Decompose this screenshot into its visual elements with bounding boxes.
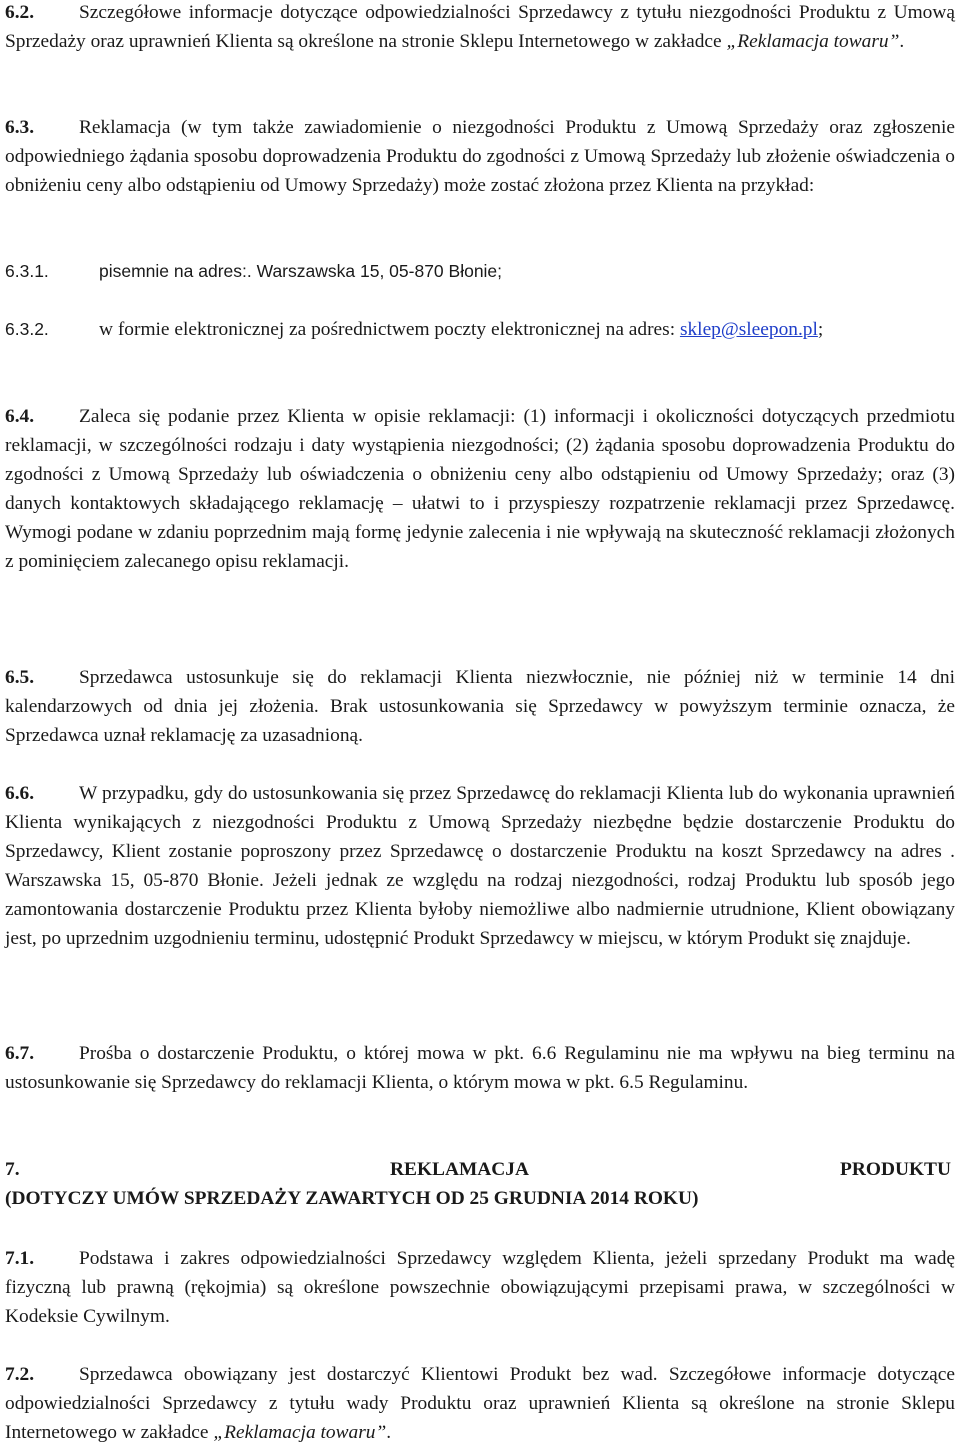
paragraph-6-6 <box>5 779 955 953</box>
paragraph-text: Sprzedawca obowiązany jest dostarczyć Klientowi Produkt bez wad. Szczegółowe informacje dotyczące odpowiedzialności Sprzedawcy z tytułu wady Produktu oraz uprawnień Klienta są określone na stronie Sklepu Internetowego w zakładce <box>5 1364 955 1443</box>
tab-name-italic: „Reklamacja towaru” <box>213 1422 387 1443</box>
paragraph-number: 6.7. <box>5 1043 35 1064</box>
paragraph-6-4 <box>5 402 955 576</box>
paragraph-6-7 <box>5 1039 955 1097</box>
paragraph-6-3-1 <box>5 257 955 286</box>
paragraph-6-3 <box>5 113 955 200</box>
paragraph-number: 6.2. <box>5 2 35 23</box>
paragraph-text: Sprzedawca ustosunkuje się do reklamacji Klienta niezwłocznie, nie później niż w terminie 14 dni kalendarzowych od dnia jej złożenia. Brak ustosunkowania się Sprzedawcy w powyższym terminie oznacza, że Sprzedawca uznał reklamację za uzasadnioną. <box>5 667 955 746</box>
paragraph-number: 6.3.1. <box>5 261 49 281</box>
heading-word: PRODUKTU <box>840 1159 951 1180</box>
paragraph-7-1 <box>5 1244 955 1331</box>
heading-word: REKLAMACJA <box>390 1159 529 1180</box>
paragraph-text: w formie elektronicznej za pośrednictwem poczty elektronicznej na adres: <box>99 319 676 340</box>
email-link[interactable]: sklep@sleepon.pl <box>679 319 818 340</box>
heading-number: 7. <box>5 1159 20 1180</box>
heading-subtitle: (DOTYCZY UMÓW SPRZEDAŻY ZAWARTYCH OD 25 GRUDNIA 2014 ROKU) <box>5 1188 699 1209</box>
paragraph-6-5 <box>5 663 955 750</box>
paragraph-number: 6.6. <box>5 783 35 804</box>
paragraph-text: W przypadku, gdy do ustosunkowania się przez Sprzedawcę do reklamacji Klienta lub do wykonania uprawnień Klienta wynikających z niezgodności Produktu z Umową Sprzedaży niezbędne będzie dostarczenie Produktu do Sprzedawcy, Klient zostanie poproszony przez Sprzedawcę o dostarczenie Produktu na koszt Sprzedawcy na adres . Warszawska 15, 05-870 Błonie. Jeżeli jednak ze względu na rodzaj niezgodności, rodzaj Produktu lub sposób jego zamontowania dostarczenie Produktu przez Klienta byłoby niemożliwe albo nadmiernie utrudnione, Klient obowiązany jest, po uprzednim uzgodnieniu terminu, udostępnić Produkt Sprzedawcy w miejscu, w którym Produkt się znajduje. <box>5 783 955 949</box>
paragraph-text: Zaleca się podanie przez Klienta w opisie reklamacji: (1) informacji i okoliczności dotyczących przedmiotu reklamacji, w szczególności rodzaju i daty wystąpienia niezgodności; (2) żądania sposobu doprowadzenia Produktu do zgodności z Umową Sprzedaży lub oświadczenia o obniżeniu ceny albo odstąpieniu od Umowy Sprzedaży; oraz (3) danych kontaktowych składającego reklamację – ułatwi to i przyspieszy rozpatrzenie reklamacji przez Sprzedawcę. Wymogi podane w zdaniu poprzednim mają formę jedynie zalecenia i nie wpływają na skuteczność reklamacji złożonych z pominięciem zalecanego opisu reklamacji. <box>5 406 955 572</box>
paragraph-text: Reklamacja (w tym także zawiadomienie o niezgodności Produktu z Umową Sprzedaży oraz zgłoszenie odpowiedniego żądania sposobu doprowadzenia Produktu do zgodności z Umową Sprzedaży lub złożenie oświadczenia o obniżeniu ceny albo odstąpieniu od Umowy Sprzedaży) może zostać złożona przez Klienta na przykład: <box>5 117 955 196</box>
paragraph-number: 7.2. <box>5 1364 35 1385</box>
paragraph-number: 6.5. <box>5 667 35 688</box>
paragraph-text: Podstawa i zakres odpowiedzialności Sprzedawcy względem Klienta, jeżeli sprzedany Produkt ma wadę fizyczną lub prawną (rękojmia) są określone powszechnie obowiązującymi przepisami prawa, w szczególności w Kodeksie Cywilnym. <box>5 1248 955 1327</box>
paragraph-text: pisemnie na adres:. Warszawska 15, 05-870 Błonie; <box>99 261 503 281</box>
paragraph-6-2: 6.2. Szczegółowe informacje dotyczące odpowiedzialności Sprzedawcy z tytułu niezgodności Produktu z Umową Sprzedaży oraz uprawnień Klienta są określone na stronie Sklepu Internetowego w zakładce „Reklamacja towaru”. <box>5 0 955 56</box>
tab-name-italic: „Reklamacja towaru” <box>726 31 900 52</box>
paragraph-6-3-2: 6.3.2. w formie elektronicznej za pośrednictwem poczty elektronicznej na adres: sklep@sleepon.pl; <box>5 315 955 344</box>
paragraph-number: 6.3. <box>5 117 35 138</box>
section-7-heading <box>5 1155 951 1213</box>
paragraph-number: 6.3.2. <box>5 319 49 339</box>
paragraph-number: 7.1. <box>5 1248 35 1269</box>
paragraph-text: Szczegółowe informacje dotyczące odpowiedzialności Sprzedawcy z tytułu niezgodności Produktu z Umową Sprzedaży oraz uprawnień Klienta są określone na stronie Sklepu Internetowego w zakładce <box>5 2 955 52</box>
paragraph-number: 6.4. <box>5 406 35 427</box>
paragraph-text: Prośba o dostarczenie Produktu, o której mowa w pkt. 6.6 Regulaminu nie ma wpływu na bieg terminu na ustosunkowanie się Sprzedawcy do reklamacji Klienta, o którym mowa w pkt. 6.5 Regulaminu. <box>5 1043 955 1093</box>
paragraph-7-2: 7.2. Sprzedawca obowiązany jest dostarczyć Klientowi Produkt bez wad. Szczegółowe informacje dotyczące odpowiedzialności Sprzedawcy z tytułu wady Produktu oraz uprawnień Klienta są określone na stronie Sklepu Internetowego w zakładce „Reklamacja towaru”. <box>5 1360 955 1447</box>
